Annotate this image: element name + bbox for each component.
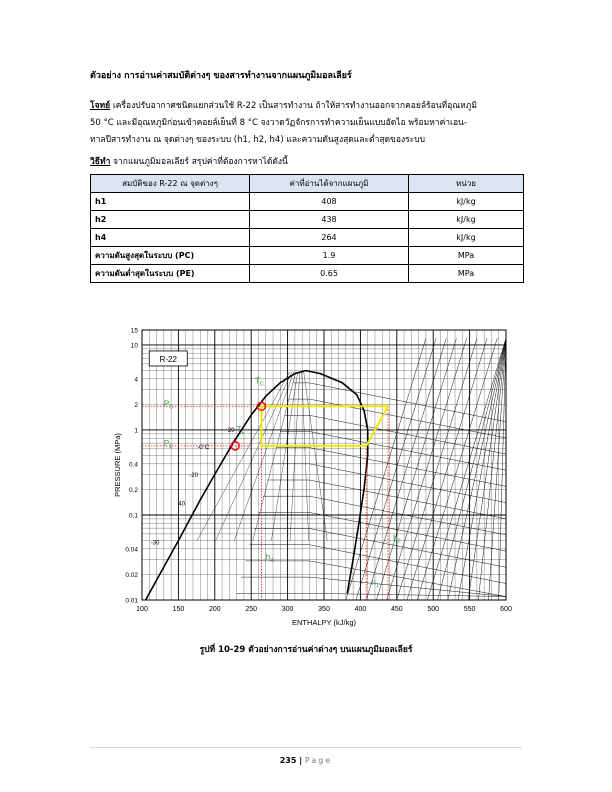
row-label: h1 <box>91 193 250 211</box>
x-tick-label: 450 <box>390 606 403 613</box>
annotation-label: $h_4$ <box>265 552 274 564</box>
row-value: 438 <box>250 211 409 229</box>
table-row <box>91 265 524 283</box>
figure-caption: รูปที่ 10-29 ตัวอย่างการอ่านค่าต่างๆ บนแผนภูมิมอลเลียร์ <box>199 645 413 655</box>
annotation-label: $P_C$ <box>163 399 174 411</box>
row-unit: kJ/kg <box>409 229 524 247</box>
x-axis-label: ENTHALPY (kJ/kg) <box>291 618 357 627</box>
row-unit: MPa <box>409 247 524 265</box>
isotherm-line <box>250 545 506 584</box>
x-tick-label: 500 <box>427 606 440 613</box>
mollier-chart <box>108 320 516 628</box>
isentrope-line <box>417 338 497 600</box>
isentrope-line <box>356 338 436 600</box>
x-tick-label: 550 <box>463 606 476 613</box>
isentrope-line <box>478 338 506 600</box>
annotation-label: $T_C$ <box>254 376 264 388</box>
col-header-value: ค่าที่อ่านได้จากแผนภูมิ <box>250 175 409 193</box>
solution-intro <box>90 154 288 168</box>
annotation-label: $T_E$ <box>236 424 246 436</box>
y-tick-label: 0.01 <box>125 597 138 605</box>
y-tick-label: 0.2 <box>128 486 138 494</box>
isotherm-label: -30 <box>150 540 160 547</box>
x-tick-label: 250 <box>245 606 258 613</box>
page-separator: | <box>299 756 303 765</box>
y-axis-label: PRESSURE (MPa) <box>113 433 122 497</box>
row-unit: kJ/kg <box>409 211 524 229</box>
row-value: 0.65 <box>250 265 409 283</box>
problem-line-1: เครื่องปรับอากาศชนิดแยกส่วนใช้ R-22 เป็นสารทำงาน ถ้าให้สารทำงานออกจากคอยล์ร้อนที่อุณหภูมิ <box>112 101 477 111</box>
row-label: ความดันต่ำสุดในระบบ (PE) <box>91 265 250 283</box>
col-header-unit: หน่วย <box>409 175 524 193</box>
y-tick-label: 0.04 <box>125 546 138 554</box>
row-label: ความดันสูงสุดในระบบ (PC) <box>91 247 250 265</box>
isentrope-line <box>397 338 477 600</box>
y-tick-label: 15 <box>130 327 138 335</box>
x-tick-label: 400 <box>354 606 367 613</box>
example-heading: ตัวอย่าง การอ่านค่าสมบัติต่างๆ ของสารทำงานจากแผนภูมิมอลเลียร์ <box>90 71 352 81</box>
x-tick-label: 200 <box>208 606 221 613</box>
problem-line-2: 50 °C และมีอุณหภูมิก่อนเข้าคอยล์เย็นที่ 8 °C จงวาดวัฏจักรการทำความเย็นแบบอัดไอ พร้อมหาค่าเอน- <box>90 118 467 128</box>
page-word: Page <box>304 756 333 765</box>
annotation-label: $h_1$ <box>371 578 379 590</box>
y-tick-label: 0.4 <box>128 461 138 469</box>
problem-statement <box>90 98 522 149</box>
isotherm-line <box>254 529 506 568</box>
isotherm-label: -0°C <box>197 444 210 451</box>
x-tick-label: 300 <box>281 606 294 613</box>
problem-label: โจทย์ <box>90 101 111 111</box>
y-tick-label: 4 <box>134 376 138 384</box>
isentrope-line <box>366 338 446 600</box>
x-tick-label: 600 <box>500 606 512 613</box>
table-row <box>91 247 524 265</box>
isotherm-label: 20 <box>227 427 235 434</box>
y-tick-label: 2 <box>134 401 138 409</box>
footer-divider <box>90 747 522 748</box>
table-header-row <box>91 175 524 193</box>
col-header-property: สมบัติของ R-22 ณ จุดต่างๆ <box>91 175 250 193</box>
chart-title: R-22 <box>159 354 177 364</box>
row-label: h4 <box>91 229 250 247</box>
page-footer <box>0 756 612 765</box>
annotation-label: $h_2$ <box>393 533 401 545</box>
isentrope-line <box>387 338 467 600</box>
isotherm-label: 40 <box>178 501 186 508</box>
isotherm-line <box>289 399 506 438</box>
y-tick-label: 0.1 <box>128 512 138 520</box>
table-row <box>91 229 524 247</box>
isotherm-line <box>237 593 506 596</box>
x-tick-label: 150 <box>172 606 185 613</box>
x-tick-label: 100 <box>136 606 148 613</box>
row-value: 264 <box>250 229 409 247</box>
solution-label: วิธีทำ <box>90 157 111 167</box>
annotation-label: $P_E$ <box>163 438 173 450</box>
y-tick-label: 0.02 <box>125 571 138 579</box>
table-row <box>91 211 524 229</box>
problem-line-3: ทาลปีสารทำงาน ณ จุดต่างๆ ของระบบ (h1, h2, h4) และความดันสูงสุดและต่ำสุดของระบบ <box>90 135 426 145</box>
row-unit: MPa <box>409 265 524 283</box>
x-tick-label: 350 <box>318 606 330 613</box>
properties-table <box>90 174 524 283</box>
row-unit: kJ/kg <box>409 193 524 211</box>
solution-text: จากแผนภูมิมอลเลียร์ สรุปค่าที่ต้องการหาได้ดังนี้ <box>113 157 288 167</box>
row-value: 1.9 <box>250 247 409 265</box>
y-tick-label: 10 <box>130 342 138 350</box>
isentrope-line <box>427 338 506 600</box>
isentrope-line <box>346 338 426 600</box>
page-number: 235 <box>279 756 297 765</box>
table-row <box>91 193 524 211</box>
isotherm-label: -20 <box>189 472 198 479</box>
row-label: h2 <box>91 211 250 229</box>
y-tick-label: 1 <box>134 427 138 435</box>
row-value: 408 <box>250 193 409 211</box>
